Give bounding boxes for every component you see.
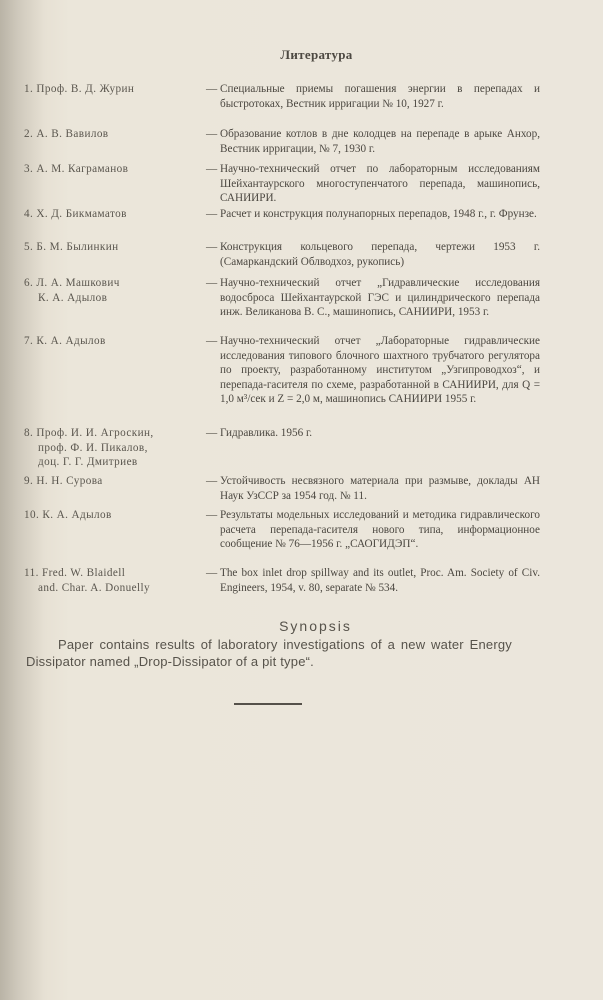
synopsis-text: Paper contains results of laboratory investigations of a new water Energy Dissipator named „Drop-Dissipator of a pit type“. xyxy=(26,637,512,669)
reference-title: The box inlet drop spillway and its outlet, Proc. Am. Society of Civ. Engineers, 1954, v. 80, separate № 534. xyxy=(220,567,540,594)
reference-author: 1. Проф. В. Д. Журин xyxy=(24,83,135,95)
reference-author: 8. Проф. И. И. Агроскин, проф. Ф. И. Пикалов, доц. Г. Г. Дмитриев xyxy=(24,427,154,469)
em-dash: — xyxy=(206,567,218,579)
reference-author: 6. Л. А. Машкович К. А. Адылов xyxy=(24,277,120,304)
reference-title: Конструкция кольцевого перепада, чертежи 1953 г. (Самаркандский Облводхоз, рукопись) xyxy=(220,241,540,268)
reference-author: 4. Х. Д. Бикмаматов xyxy=(24,208,127,220)
reference-title: Научно-технический отчет „Гидравлические исследования водосброса Шейхантаурской ГЭС и цилиндрического перепада инж. Великанова В. С., машинопись, САНИИРИ, 1953 г. xyxy=(220,277,540,319)
reference-author: 9. Н. Н. Сурова xyxy=(24,475,103,487)
reference-title: Устойчивость несвязного материала при размыве, доклады АН Наук УзССР за 1954 год. № 11. xyxy=(220,475,540,502)
reference-author: 3. А. М. Каграманов xyxy=(24,163,129,175)
em-dash: — xyxy=(206,427,218,439)
em-dash: — xyxy=(206,241,218,253)
synopsis-heading: Synopsis xyxy=(279,618,352,634)
reference-title: Расчет и конструкция полунапорных перепадов, 1948 г., г. Фрунзе. xyxy=(220,208,537,220)
reference-title: Образование котлов в дне колодцев на перепаде в арыке Анхор, Вестник ирригации, № 7, 1930 г. xyxy=(220,128,540,155)
em-dash: — xyxy=(206,277,218,289)
reference-author: 5. Б. М. Былинкин xyxy=(24,241,119,253)
em-dash: — xyxy=(206,163,218,175)
reference-title: Результаты модельных исследований и методика гидравлического расчета перепада-гасителя нового типа, информационное сообщение № 76—1956 г. „САОГИДЭП“. xyxy=(220,509,540,551)
reference-title: Гидравлика. 1956 г. xyxy=(220,427,313,439)
em-dash: — xyxy=(206,83,218,95)
reference-author: 2. А. В. Вавилов xyxy=(24,128,109,140)
reference-author: 11. Fred. W. Blaidell and. Char. A. Donuelly xyxy=(24,567,150,594)
em-dash: — xyxy=(206,208,218,220)
closing-rule xyxy=(234,703,302,705)
em-dash: — xyxy=(206,335,218,347)
reference-author: 7. К. А. Адылов xyxy=(24,335,106,347)
reference-author: 10. К. А. Адылов xyxy=(24,509,112,521)
em-dash: — xyxy=(206,475,218,487)
reference-title: Научно-технический отчет по лабораторным исследованиям Шейхантаурского многоступенчатого перепада, машинопись, САНИИРИ. xyxy=(220,163,540,205)
reference-title: Специальные приемы погашения энергии в перепадах и быстротоках, Вестник ирригации № 10, 1927 г. xyxy=(220,83,540,110)
em-dash: — xyxy=(206,128,218,140)
em-dash: — xyxy=(206,509,218,521)
references-heading: Литература xyxy=(280,47,353,62)
reference-title: Научно-технический отчет „Лабораторные гидравлические исследования типового блочного шахтного трубчатого регулятора по проекту, разработанному институтом „Узгипроводхоз“, и перепада-гасителя по схеме, разработанной в САНИИРИ, для Q = 1,0 м³/сек и Z = 2,0 м, машинопись САНИИРИ 1955 г. xyxy=(220,335,540,406)
